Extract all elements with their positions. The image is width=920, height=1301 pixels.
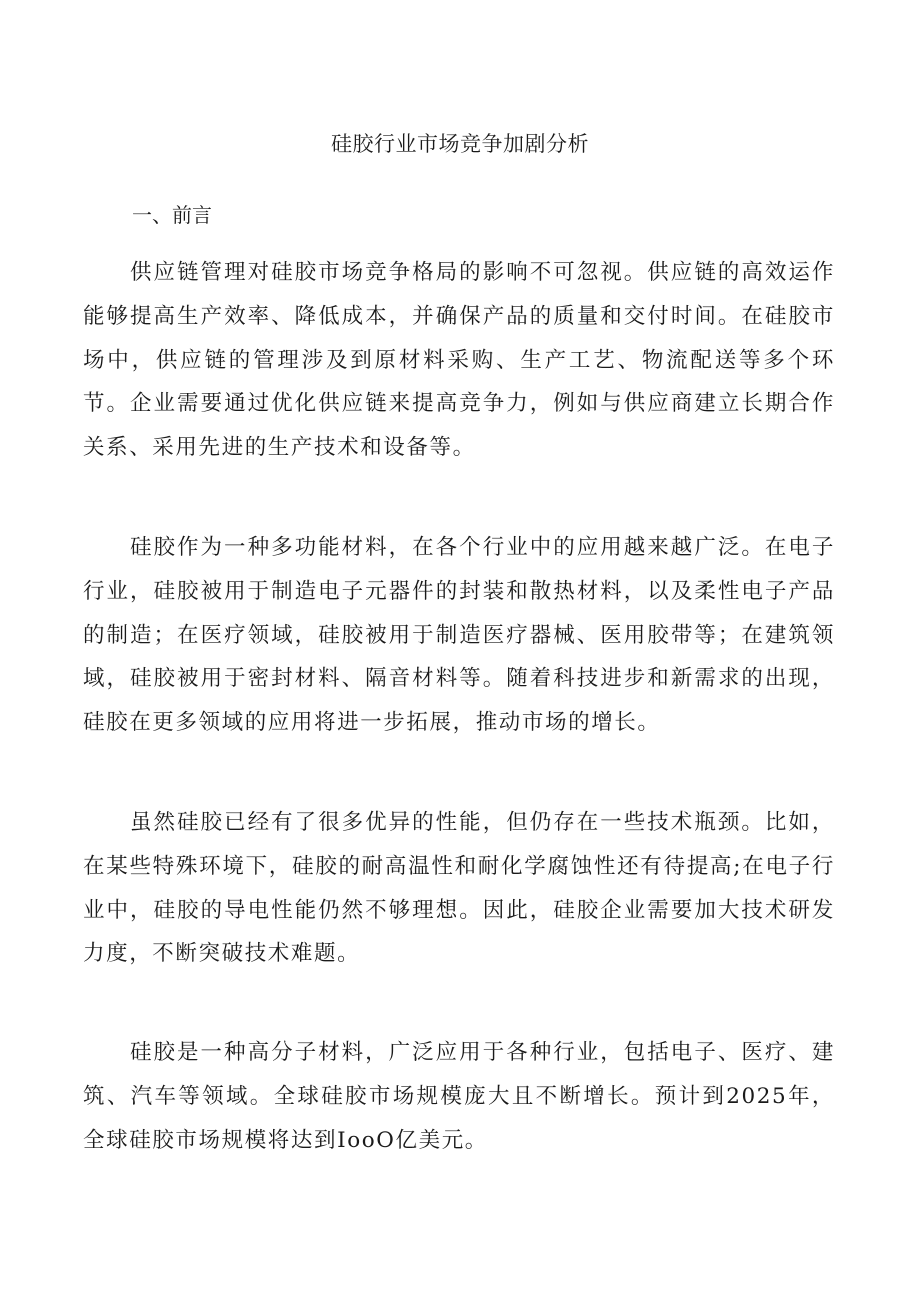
section-heading-preface: 一、前言 (132, 203, 212, 227)
paragraph-supply-chain: 供应链管理对硅胶市场竞争格局的影响不可忽视。供应链的高效运作能够提高生产效率、降低成本，并确保产品的质量和交付时间。在硅胶市场中，供应链的管理涉及到原材料采购、生产工艺、物流配送等多个环节。企业需要通过优化供应链来提高竞争力，例如与供应商建立长期合作关系、采用先进的生产技术和设备等。 (83, 260, 835, 461)
paragraph-applications: 硅胶作为一种多功能材料，在各个行业中的应用越来越广泛。在电子行业，硅胶被用于制造电子元器件的封装和散热材料，以及柔性电子产品的制造；在医疗领域，硅胶被用于制造医疗器械、医用胶带等；在建筑领域，硅胶被用于密封材料、隔音材料等。随着科技进步和新需求的出现，硅胶在更多领域的应用将进一步拓展，推动市场的增长。 (83, 535, 835, 736)
paragraph-market-size: 硅胶是一种高分子材料，广泛应用于各种行业，包括电子、医疗、建筑、汽车等领域。全球硅胶市场规模庞大且不断增长。预计到2025年，全球硅胶市场规模将达到IooO亿美元。 (83, 1040, 835, 1153)
document-title: 硅胶行业市场竞争加剧分析 (331, 132, 589, 156)
paragraph-technical-bottlenecks: 虽然硅胶已经有了很多优异的性能，但仍存在一些技术瓶颈。比如，在某些特殊环境下，硅胶的耐高温性和耐化学腐蚀性还有待提高;在电子行业中，硅胶的导电性能仍然不够理想。因此，硅胶企业需要加大技术研发力度，不断突破技术难题。 (83, 810, 835, 967)
